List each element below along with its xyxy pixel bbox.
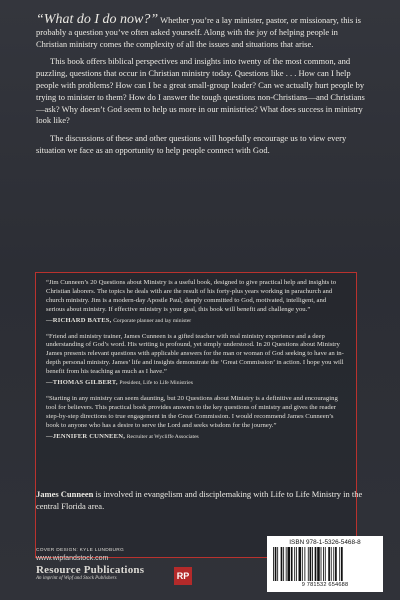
barcode-stripe	[341, 547, 343, 581]
barcode-stripe	[273, 547, 274, 581]
barcode-stripe	[335, 547, 337, 581]
endorsement-attribution	[46, 433, 346, 442]
endorser-role: President, Life to Life Ministries	[119, 380, 193, 387]
isbn-barcode	[267, 536, 383, 592]
barcode-stripe	[328, 547, 330, 581]
barcode-stripe	[275, 547, 277, 581]
publisher-website: www.wipfandstock.com	[36, 555, 109, 562]
endorsement-quote: “Friend and ministry trainer, James Cunneen is a gifted teacher with real ministry experience and a deep understanding of God’s word. His writing is profound, yet simply understood. In 20 Questions about Ministry James presents relevant questions with applicable answers for the man or woman of God seeking to have an in-depth personal ministry. James’ life and insights demonstrate the ‘Great Commission’ in action. I hope you will benefit from his teaching as much as I have.”	[46, 332, 344, 376]
barcode-stripe	[294, 547, 295, 581]
author-bio	[36, 489, 366, 512]
lead-question: “What do I do now?”	[36, 12, 159, 27]
barcode-stripe	[287, 547, 290, 581]
barcode-stripe	[325, 547, 326, 581]
endorsement-quote: “Jim Cunneen’s 20 Questions about Ministry is a useful book, designed to give practical help and insights to Christian laborers. The topics he deals with are the result of his forty-plus years working in parachurch and church ministry. Jim is a modern-day Apostle Paul, deeply committed to God, motivated, intelligent, and serious about ministry. If effective ministry is your goal, this book will benefit and challenge you.”	[46, 279, 337, 313]
endorser-role: Corporate planner and lay minister	[113, 317, 192, 324]
barcode-digits: 9 781532 654688	[301, 582, 349, 588]
publisher-logo: RP	[174, 567, 192, 585]
intro-paragraph-1	[36, 14, 366, 50]
endorser-name: —THOMAS GILBERT,	[46, 379, 118, 387]
endorsement-quote: “Starting in any ministry can seem daunting, but 20 Questions about Ministry is a definitive and encouraging tool for believers. This practical book provides answers to the key questions of ministry and gives the reader step-by-step directions to true engagement in the Great Commission. I would recommend James Cunneen’s book to anyone who has a desire to serve the Lord and seeks wisdom for the journey.”	[46, 394, 338, 429]
isbn-number: ISBN 978-1-5326-5468-8	[289, 539, 361, 546]
barcode-bars	[271, 547, 379, 581]
barcode-stripe	[299, 547, 302, 581]
barcode-stripe	[302, 547, 303, 581]
intro-paragraph-1-text: Whether you’re a lay minister, pastor, or missionary, this is probably a question you’ve often asked yourself. Along with the joy of helping people in Christian ministry comes the complexity of all the issues and situations that arise.	[36, 15, 361, 49]
barcode-stripe	[339, 547, 340, 581]
barcode-stripe	[283, 547, 284, 581]
author-bio-text: is involved in evangelism and disciplemaking with Life to Life Ministry in the central Florida area.	[36, 489, 363, 511]
endorsement-attribution	[46, 317, 346, 326]
endorsement-attribution	[46, 379, 346, 388]
barcode-stripe	[317, 547, 320, 581]
barcode-stripe	[291, 547, 293, 581]
publisher-name: Resource Publications	[36, 564, 145, 576]
barcode-stripe	[286, 547, 287, 581]
endorsements-box	[35, 272, 357, 558]
barcode-stripe	[331, 547, 332, 581]
intro-paragraph-2: This book offers biblical perspectives and insights into twenty of the most common, and puzzling, questions that occur in Christian ministry today. Questions like . . . How can I help people with problems? How can I be a great small-group leader? Can we actually hurt people by trying to minister to them? How do I answer the tough questions non-Christians—and Christians—ask? Why doesn’t God seem to help us more in our ministries? What does success in ministry look like?	[36, 56, 365, 126]
intro-text	[36, 14, 366, 163]
author-name: James Cunneen	[36, 489, 94, 499]
barcode-stripe	[281, 547, 283, 581]
publisher-imprint: An imprint of Wipf and Stock Publishers	[36, 576, 117, 581]
endorser-name: —RICHARD BATES,	[46, 316, 112, 324]
barcode-stripe	[277, 547, 278, 581]
barcode-stripe	[310, 547, 312, 581]
cover-design-credit: COVER DESIGN: KYLE LUNDBURG	[36, 548, 125, 553]
barcode-stripe	[315, 547, 317, 581]
barcode-stripe	[323, 547, 324, 581]
barcode-stripe	[308, 547, 309, 581]
intro-paragraph-3: The discussions of these and other questions will hopefully encourage us to view every situation we face as an opportunity to help people connect with God.	[36, 133, 347, 155]
endorser-role: Recruiter at Wycliffe Associates	[126, 433, 199, 440]
endorser-name: —JENNIFER CUNNEEN,	[46, 432, 126, 440]
barcode-stripe	[333, 547, 334, 581]
barcode-stripe	[321, 547, 322, 581]
barcode-stripe	[296, 547, 297, 581]
barcode-stripe	[304, 547, 305, 581]
barcode-stripe	[312, 547, 313, 581]
